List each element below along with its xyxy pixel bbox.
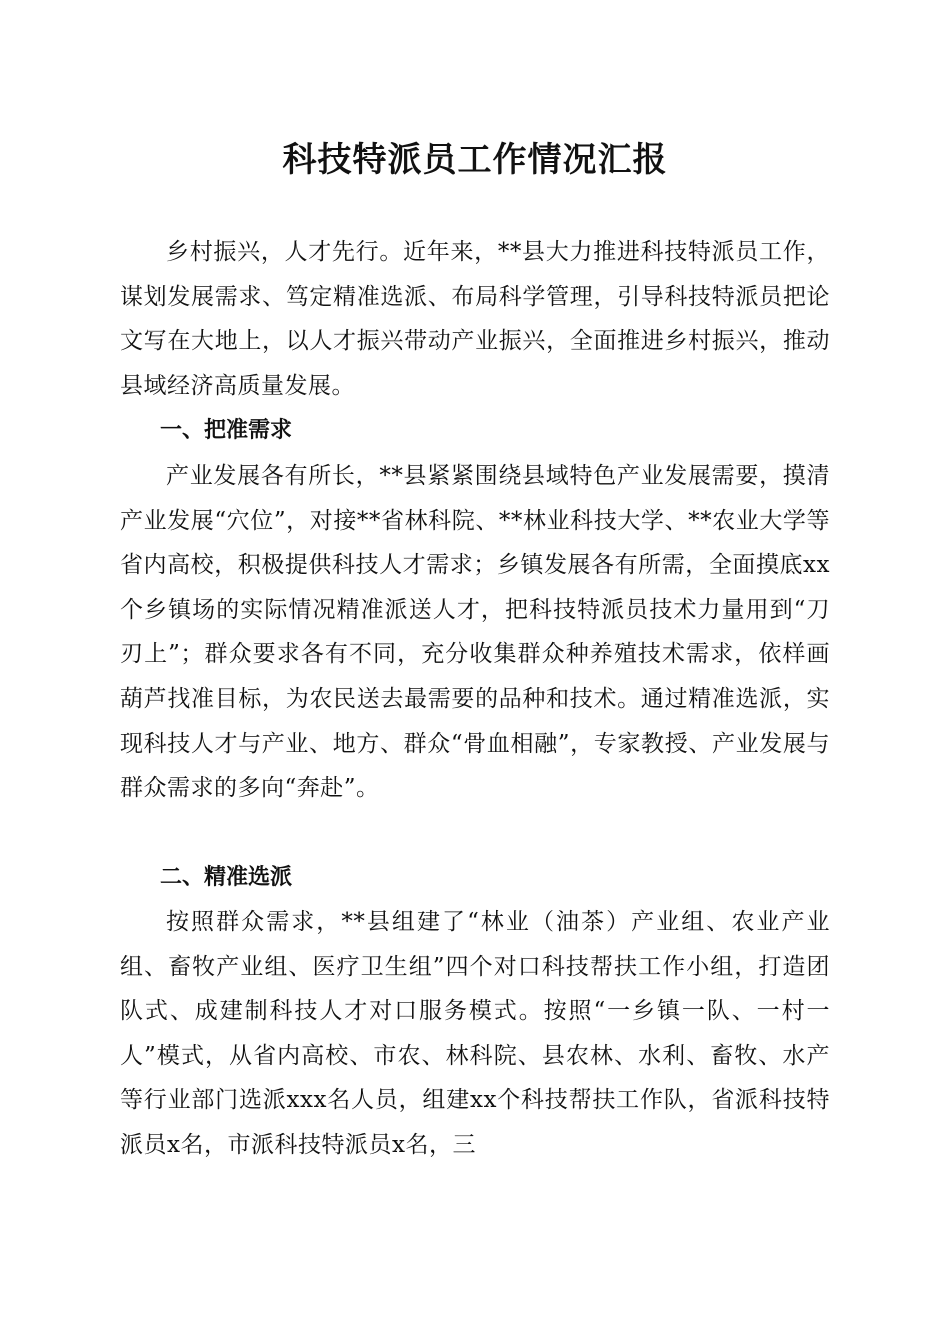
section-2-heading: 二、精准选派: [160, 865, 293, 890]
intro-paragraph: 乡村振兴，人才先行。近年来，**县大力推进科技特派员工作，谋划发展需求、笃定精准选派、布局科学管理，引导科技特派员把论文写在大地上，以人才振兴带动产业振兴，全面推进乡村振兴，推动县域经济高质量发展。: [120, 239, 830, 399]
document-title: 科技特派员工作情况汇报: [282, 140, 668, 180]
section-1-paragraph: 产业发展各有所长，**县紧紧围绕县域特色产业发展需要，摸清产业发展“穴位”，对接**省林科院、**林业科技大学、**农业大学等省内高校，积极提供科技人才需求；乡镇发展各有所需，全面摸底xx个乡镇场的实际情况精准派送人才，把科技特派员技术力量用到“刀刃上”；群众要求各有不同，充分收集群众种养殖技术需求，依样画葫芦找准目标，为农民送去最需要的品种和技术。通过精准选派，实现科技人才与产业、地方、群众“骨血相融”，专家教授、产业发展与群众需求的多向“奔赴”。: [120, 463, 830, 802]
section-1-heading: 一、把准需求: [160, 418, 293, 443]
section-2-paragraph: 按照群众需求，**县组建了“林业（油茶）产业组、农业产业组、畜牧产业组、医疗卫生组”四个对口科技帮扶工作小组，打造团队式、成建制科技人才对口服务模式。按照“一乡镇一队、一村一人”模式，从省内高校、市农、林科院、县农林、水利、畜牧、水产等行业部门选派xxx名人员，组建xx个科技帮扶工作队，省派科技特派员x名，市派科技特派员x名，三: [120, 909, 830, 1158]
